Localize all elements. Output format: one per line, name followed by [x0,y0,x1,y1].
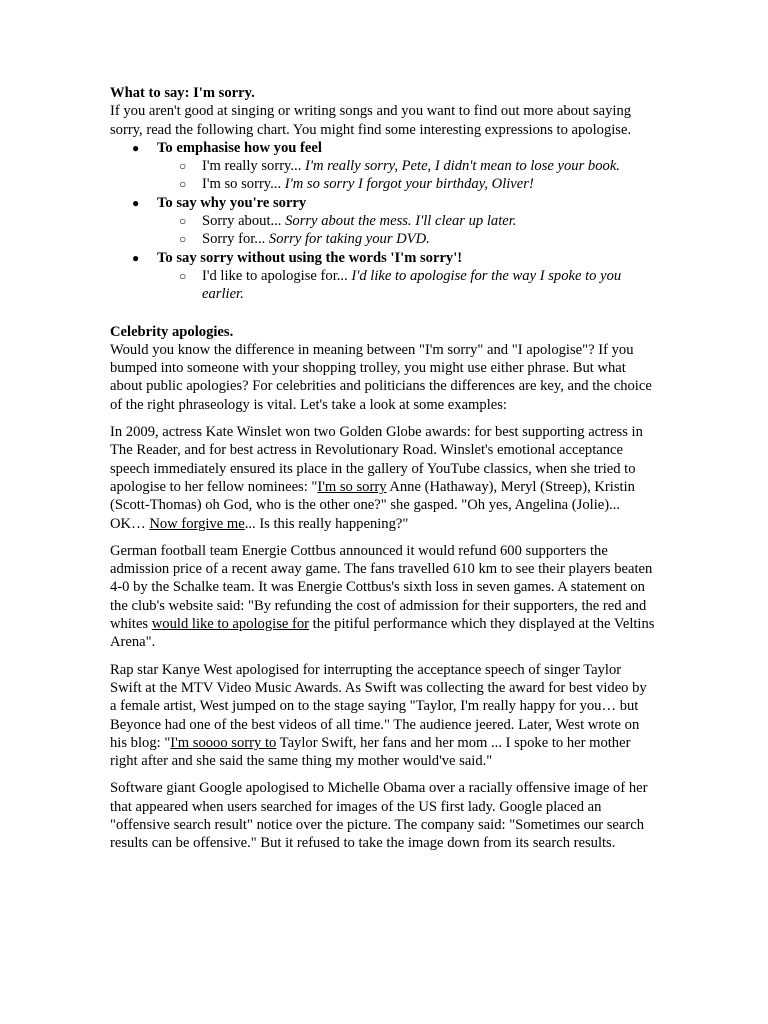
expression-lead: Sorry for... [202,231,269,248]
text-run: ... Is this really happening?" [244,515,409,532]
sorry-expression-list [110,139,655,304]
expression-sublist [157,157,655,194]
expression-example: Sorry for taking your DVD. [268,231,430,248]
underlined-phrase: I'm so sorry [317,478,387,495]
winslet-paragraph [110,423,655,533]
expression-example: I'm so sorry I forgot your birthday, Oliver! [284,176,534,193]
text-run: German football team Energie Cottbus announced it would refund 600 supporters the admission price of a recent away game. The fans travelled 610 km to see their players beaten 4-0 by the Schalke team. It was Energie Cottbus's sixth loss in seven games. A statement on the club's website said: "By refunding the cost of admission for their supporters, the red and whites [110,542,653,633]
underlined-phrase: would like to apologise for [151,616,310,633]
expression-example: Sorry about the mess. I'll clear up later. [285,213,517,230]
kanye-paragraph [110,661,655,771]
expression-lead: I'm so sorry... [202,176,285,193]
sorry-intro: If you aren't good at singing or writing songs and you want to find out more about saying sorry, read the following chart. You might find some interesting expressions to apologise. [110,103,632,138]
expression-lead: I'm really sorry... [202,158,305,175]
google-paragraph: Software giant Google apologised to Michelle Obama over a racially offensive image of her that appeared when users searched for images of the US first lady. Google placed an "offensive search result" notice over the picture. The company said: "Sometimes our search results can be offensive." But it refused to take the image down from its search results. [110,780,648,852]
sorry-section-title: What to say: I'm sorry. [110,85,255,101]
expression-group [110,194,655,249]
text-run: In 2009, actress Kate Winslet won two Golden Globe awards: for best supporting actress in The Reader, and for best actress in Revolutionary Road. Winslet's emotional acceptance speech immediately ensured its place in the gallery of YouTube classics, when she tried to apologise to her fellow nominees: " [110,424,643,495]
bullet-icon: ● [132,195,140,210]
underlined-phrase: Now forgive me [149,515,245,532]
expression-lead: I'd like to apologise for... [202,267,352,284]
expression-lead: Sorry about... [202,213,286,230]
underlined-phrase: I'm soooo sorry to [170,734,277,751]
text-run: Anne (Hathaway), Meryl (Streep), Kristin (Scott-Thomas) oh God, who is the other one?" she gasped. "Oh yes, Angelina (Jolie)... OK… [110,478,635,532]
circle-bullet-icon: ○ [179,268,187,283]
expression-group [110,139,655,194]
expression-item [157,175,655,193]
text-run: Taylor Swift, her fans and her mom ... I spoke to her mother right after and she said the same thing my mother would've said." [110,734,631,770]
expression-example: I'd like to apologise for the way I spoke to you earlier. [202,267,622,303]
expression-sublist [157,267,655,304]
text-run: Rap star Kanye West apologised for interrupting the acceptance speech of singer Taylor Swift at the MTV Video Music Awards. As Swift was collecting the award for best video by a female artist, West jumped on to the stage saying "Taylor, I'm really happy for you… but Beyonce had one of the best videos of all time." The audience jeered. Later, West wrote on his blog: " [110,661,647,751]
expression-item [157,230,655,248]
text-run: the pitiful performance which they displayed at the Veltins Arena". [110,616,655,651]
circle-bullet-icon: ○ [179,232,187,247]
expression-item [157,212,655,230]
expression-group [110,249,655,304]
expression-item [157,267,655,304]
celebrity-section-title: Celebrity apologies. [110,323,234,340]
document-content [110,84,655,853]
bullet-icon: ● [132,250,140,265]
group-heading: To say why you're sorry [157,194,307,211]
group-heading: To say sorry without using the words 'I'm sorry'! [157,249,463,266]
cottbus-paragraph [110,542,655,652]
expression-example: I'm really sorry, Pete, I didn't mean to lose your book. [305,158,620,175]
section-spacer [110,304,655,323]
bullet-icon: ● [132,140,140,155]
circle-bullet-icon: ○ [179,214,187,229]
circle-bullet-icon: ○ [179,159,187,174]
celebrity-intro: Would you know the difference in meaning between "I'm sorry" and "I apologise"? If you bumped into someone with your shopping trolley, you might use either phrase. But what about public apologies? For celebrities and politicians the differences are key, and the choice of the right phraseology is vital. Let's take a look at some examples: [110,341,652,413]
circle-bullet-icon: ○ [179,177,187,192]
expression-sublist [157,212,655,249]
group-heading: To emphasise how you feel [157,139,322,156]
expression-item [157,157,655,175]
